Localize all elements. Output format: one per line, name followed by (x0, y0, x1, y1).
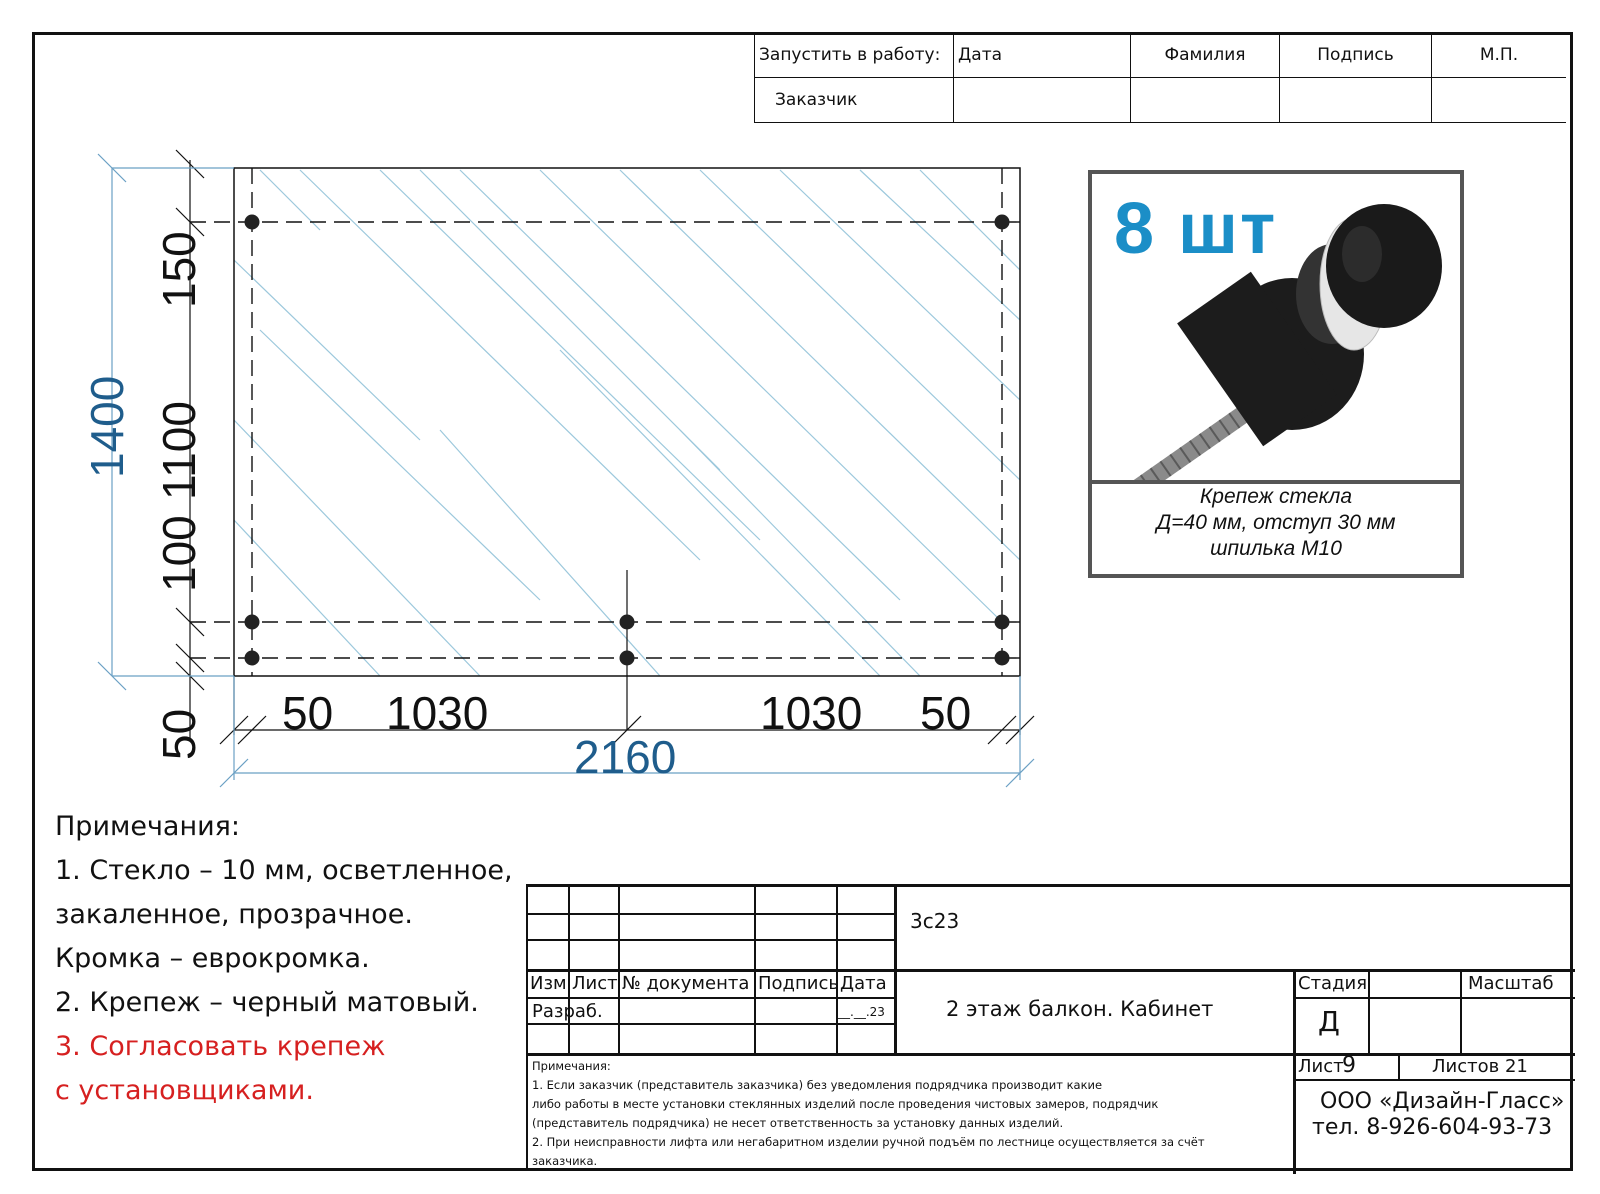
surname-cell[interactable] (1131, 78, 1280, 123)
width-dimension-1030-left: 1030 (386, 687, 489, 739)
sheet-label: Лист (1298, 1056, 1344, 1077)
note-line-3: Кромка – еврокромка. (55, 943, 370, 974)
note-line-6: с установщиками. (55, 1075, 314, 1106)
title-block (526, 884, 1573, 1171)
col-list: Лист (572, 973, 618, 994)
customer-label: Заказчик (755, 78, 954, 123)
fastener-quantity: 8 шт (1114, 189, 1278, 269)
fastener-caption (1092, 484, 1460, 562)
note-line-2: закаленное, прозрачное. (55, 899, 413, 930)
signature-cell[interactable] (1280, 78, 1432, 123)
remark-2b: заказчика. (532, 1154, 598, 1168)
fastener-photo (1092, 174, 1460, 484)
fastener-caption-line3: шпилька М10 (1210, 537, 1342, 560)
remarks-block (532, 1057, 1272, 1171)
height-dimension-50: 50 (153, 708, 205, 760)
company-phone: тел. 8-926-604-93-73 (1312, 1115, 1553, 1140)
notes-title: Примечания: (55, 811, 241, 842)
height-dimension-100: 100 (153, 515, 205, 592)
date-header: Дата (954, 33, 1131, 78)
stage-label: Стадия (1298, 973, 1368, 994)
seal-header: М.П. (1432, 33, 1567, 78)
width-dimension-1030-right: 1030 (760, 687, 863, 739)
notes-section (55, 805, 513, 1113)
company-name: ООО «Дизайн-Гласс» (1320, 1089, 1565, 1114)
col-izm: Изм (530, 973, 567, 994)
note-line-5: 3. Согласовать крепеж (55, 1031, 386, 1062)
fastener-info-box (1088, 170, 1464, 578)
launch-label: Запустить в работу: (755, 33, 954, 78)
surname-header: Фамилия (1131, 33, 1280, 78)
width-total-dimension: 2160 (574, 731, 677, 783)
col-sign: Подпись (758, 973, 839, 994)
height-dimension-1100: 1100 (153, 401, 205, 500)
remark-1b: либо работы в месте установки стеклянных изделий после проведения чистовых замеров, подрядчик (532, 1097, 1159, 1111)
height-dimension-150: 150 (153, 231, 205, 308)
remarks-title: Примечания: (532, 1059, 611, 1073)
date-value: __.__.23 (838, 1005, 885, 1019)
sheets-total: Листов 21 (1432, 1056, 1528, 1077)
remark-1a: 1. Если заказчик (представитель заказчика) без уведомления подрядчика производит какие (532, 1078, 1103, 1092)
sheet-value: 9 (1342, 1053, 1356, 1078)
fastener-caption-line1: Крепеж стекла (1199, 485, 1353, 508)
remark-1c: (представитель подрядчика) не несет ответственность за установку данных изделий. (532, 1116, 1064, 1130)
width-dimension-50-left: 50 (282, 687, 334, 739)
glass-panel-drawing (0, 0, 1100, 800)
col-docnum: № документа (622, 973, 750, 994)
stage-value: Д (1318, 1005, 1340, 1038)
drawing-title: 2 этаж балкон. Кабинет (946, 997, 1214, 1021)
signature-header: Подпись (1280, 33, 1432, 78)
remark-2a: 2. При неисправности лифта или негабаритном изделии ручной подъём по лестнице осуществляется за счёт (532, 1135, 1205, 1149)
note-line-1: 1. Стекло – 10 мм, осветленное, (55, 855, 513, 886)
width-dimension-50-right: 50 (920, 687, 972, 739)
note-line-4: 2. Крепеж – черный матовый. (55, 987, 479, 1018)
scale-label: Масштаб (1468, 973, 1554, 994)
height-total-dimension: 1400 (81, 375, 133, 478)
document-code: 3с23 (910, 909, 960, 933)
fastener-caption-line2: Д=40 мм, отступ 30 мм (1156, 511, 1396, 534)
seal-cell (1432, 78, 1567, 123)
razrab-label: Разраб. (532, 1001, 603, 1022)
col-date: Дата (840, 973, 887, 994)
